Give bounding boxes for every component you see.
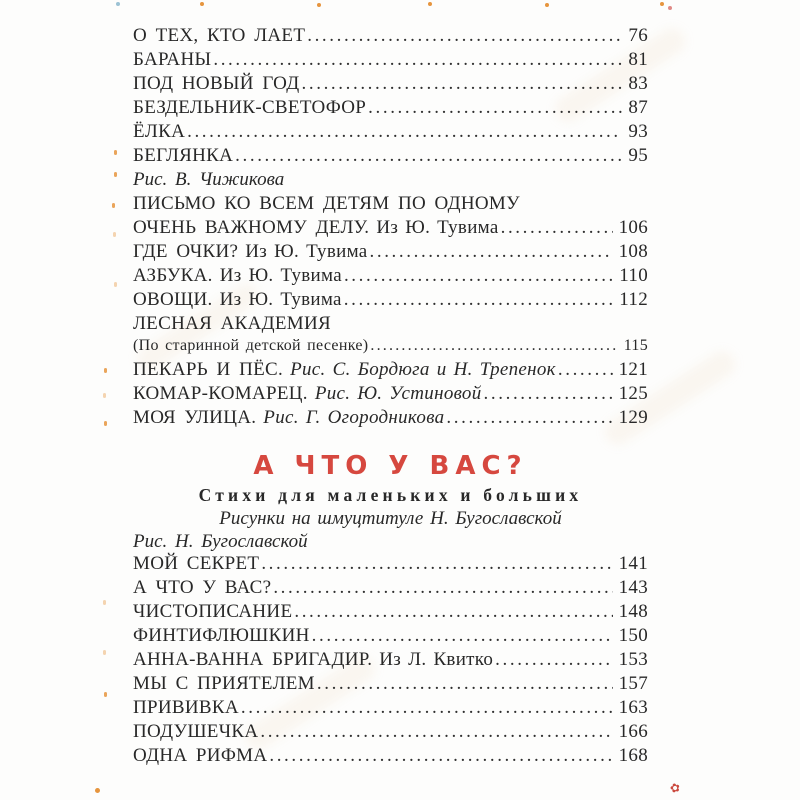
border-tick-icon — [114, 172, 117, 177]
toc-entry — [133, 193, 648, 217]
border-tick-icon — [103, 650, 106, 655]
toc-entry — [133, 601, 648, 625]
border-tick-icon — [103, 393, 106, 398]
toc-entry-title: ЛЕСНАЯ АКАДЕМИЯ — [133, 313, 331, 334]
toc-entry-title: (По старинной детской песенке) — [133, 337, 369, 354]
section-heading: А ЧТО У ВАС? — [253, 451, 528, 481]
toc-entry-subtitle: Из Л. Квитко — [379, 649, 494, 670]
dotted-leader — [302, 73, 623, 95]
dotted-leader — [273, 577, 612, 599]
toc-entry-title: А ЧТО У ВАС? — [133, 577, 272, 598]
toc-entry — [133, 745, 648, 769]
illustrator-note: Рис. Н. Бугославской — [133, 531, 308, 552]
toc-entry — [133, 25, 648, 49]
border-dot-icon — [116, 2, 120, 6]
toc-entry-page-number: 168 — [618, 745, 648, 766]
toc-entry-page-number: 148 — [618, 601, 648, 622]
toc-entry-page-number: 157 — [618, 673, 648, 694]
toc-entry-page-number: 163 — [618, 697, 648, 718]
toc-entry — [133, 265, 648, 289]
toc-entry-title: ПИСЬМО КО ВСЕМ ДЕТЯМ ПО ОДНОМУ — [133, 193, 520, 214]
toc-entry-title: ОВОЩИ. — [133, 289, 213, 310]
border-dot-icon — [428, 2, 432, 6]
illustrator-note: Рис. В. Чижикова — [133, 169, 285, 190]
dotted-leader — [446, 407, 612, 429]
toc-entry — [133, 649, 648, 673]
toc-entry — [133, 383, 648, 407]
section-credit: Рисунки на шмуцтитуле Н. Бугославской — [219, 508, 562, 529]
toc-entry-page-number: 150 — [618, 625, 648, 646]
toc-entry-subtitle: Из Ю. Тувима — [376, 217, 499, 238]
toc-entry-title: ОЧЕНЬ ВАЖНОМУ ДЕЛУ. — [133, 217, 370, 238]
toc-entry-title: МОЙ СЕКРЕТ — [133, 553, 260, 574]
toc-entry-page-number: 108 — [618, 241, 648, 262]
toc-entry-page-number: 153 — [618, 649, 648, 670]
toc-entry — [133, 145, 648, 169]
dotted-leader — [261, 553, 612, 575]
dotted-leader — [294, 601, 612, 623]
border-tick-icon — [103, 600, 106, 605]
dotted-leader — [344, 289, 614, 311]
toc-entry — [133, 289, 648, 313]
toc-entry-title: ОДНА РИФМА — [133, 745, 268, 766]
toc-entry — [133, 121, 648, 145]
dotted-leader — [344, 265, 613, 287]
dotted-leader — [501, 217, 613, 239]
toc-entry-title: АЗБУКА. — [133, 265, 213, 286]
toc-entry-title: МОЯ УЛИЦА. — [133, 407, 257, 428]
toc-entry-subtitle: Рис. Г. Огородникова — [263, 407, 445, 428]
dotted-leader — [213, 49, 622, 71]
dotted-leader — [495, 649, 612, 671]
toc-entry-page-number: 93 — [628, 121, 648, 142]
dotted-leader — [187, 121, 622, 143]
toc-entry — [133, 241, 648, 265]
table-of-contents — [133, 25, 648, 769]
toc-entry-title: ПОДУШЕЧКА — [133, 721, 259, 742]
border-tick-icon — [112, 203, 115, 208]
toc-entry-subtitle: Из Ю. Тувима — [219, 265, 342, 286]
toc-entry — [133, 721, 648, 745]
toc-entry — [133, 49, 648, 73]
toc-entry-title: ПОД НОВЫЙ ГОД — [133, 73, 300, 94]
toc-entry-title: БЕЗДЕЛЬНИК-СВЕТОФОР — [133, 97, 367, 118]
toc-entry-page-number: 129 — [618, 407, 648, 428]
toc-entry — [133, 407, 648, 431]
border-dot-icon — [668, 6, 672, 10]
dotted-leader — [269, 745, 612, 767]
floral-ornament-icon: ✿ — [668, 779, 682, 797]
toc-entry-page-number: 141 — [618, 553, 648, 574]
toc-entry-page-number: 110 — [619, 265, 648, 286]
toc-entry-page-number: 115 — [623, 337, 648, 354]
dotted-leader — [370, 241, 613, 263]
toc-entry-page-number: 106 — [618, 217, 648, 238]
spacer — [133, 431, 648, 449]
toc-entry — [133, 217, 648, 241]
toc-entry-title: ФИНТИФЛЮШКИН — [133, 625, 310, 646]
border-dot-icon — [200, 2, 204, 6]
dotted-leader — [312, 625, 613, 647]
border-tick-icon — [104, 421, 107, 426]
toc-entry — [133, 313, 648, 337]
dotted-leader — [307, 25, 622, 47]
toc-entry — [133, 577, 648, 601]
toc-entry — [133, 553, 648, 577]
toc-entry-page-number: 76 — [628, 25, 648, 46]
dotted-leader — [235, 145, 622, 167]
toc-entry-page-number: 112 — [619, 289, 648, 310]
border-dot-icon — [95, 788, 100, 793]
toc-entry-page-number: 87 — [628, 97, 648, 118]
dotted-leader — [241, 697, 613, 719]
border-dot-icon — [545, 3, 549, 7]
toc-entry-title: ЁЛКА — [133, 121, 186, 142]
toc-entry-page-number: 95 — [628, 145, 648, 166]
dotted-leader — [317, 673, 613, 695]
toc-entry-subtitle: Из Ю. Тувима — [219, 289, 342, 310]
toc-entry-title: КОМАР-КОМАРЕЦ. — [133, 383, 308, 404]
toc-entry-title: ЧИСТОПИСАНИЕ — [133, 601, 293, 622]
toc-entry-page-number: 143 — [618, 577, 648, 598]
toc-entry-title: БАРАНЫ — [133, 49, 212, 70]
border-dot-icon — [660, 2, 664, 6]
toc-entry-title: ГДЕ ОЧКИ? — [133, 241, 239, 262]
toc-entry-page-number: 121 — [618, 359, 648, 380]
toc-entry-subtitle: Из Ю. Тувима — [245, 241, 368, 262]
toc-entry-title: АННА-ВАННА БРИГАДИР. — [133, 649, 373, 670]
border-tick-icon — [104, 368, 107, 373]
border-tick-icon — [113, 232, 116, 237]
dotted-leader — [260, 721, 612, 743]
toc-entry-page-number: 81 — [628, 49, 648, 70]
border-dot-icon — [317, 3, 321, 7]
dotted-leader — [484, 383, 613, 405]
border-tick-icon — [114, 150, 117, 155]
dotted-leader — [368, 97, 622, 119]
toc-entry-page-number: 125 — [618, 383, 648, 404]
dotted-leader — [558, 359, 613, 381]
toc-entry-page-number: 83 — [628, 73, 648, 94]
toc-entry — [133, 73, 648, 97]
toc-entry-title: ПРИВИВКА — [133, 697, 239, 718]
border-tick-icon — [114, 282, 117, 287]
border-tick-icon — [104, 692, 107, 697]
toc-entry — [133, 97, 648, 121]
toc-entry — [133, 625, 648, 649]
toc-entry-title: БЕГЛЯНКА — [133, 145, 234, 166]
section-subtitle: Стихи для маленьких и больших — [198, 485, 583, 505]
dotted-leader — [370, 337, 617, 355]
toc-entry-title: МЫ С ПРИЯТЕЛЕМ — [133, 673, 315, 694]
toc-entry-title: ПЕКАРЬ И ПЁС. — [133, 359, 284, 380]
toc-entry — [133, 673, 648, 697]
toc-entry-subtitle: Рис. Ю. Устиновой — [314, 383, 482, 404]
toc-entry — [133, 359, 648, 383]
toc-entry-title: О ТЕХ, КТО ЛАЕТ — [133, 25, 306, 46]
toc-entry-page-number: 166 — [618, 721, 648, 742]
toc-entry — [133, 697, 648, 721]
toc-entry-subtitle: Рис. С. Бордюга и Н. Трепенок — [290, 359, 556, 380]
toc-entry — [133, 337, 648, 359]
